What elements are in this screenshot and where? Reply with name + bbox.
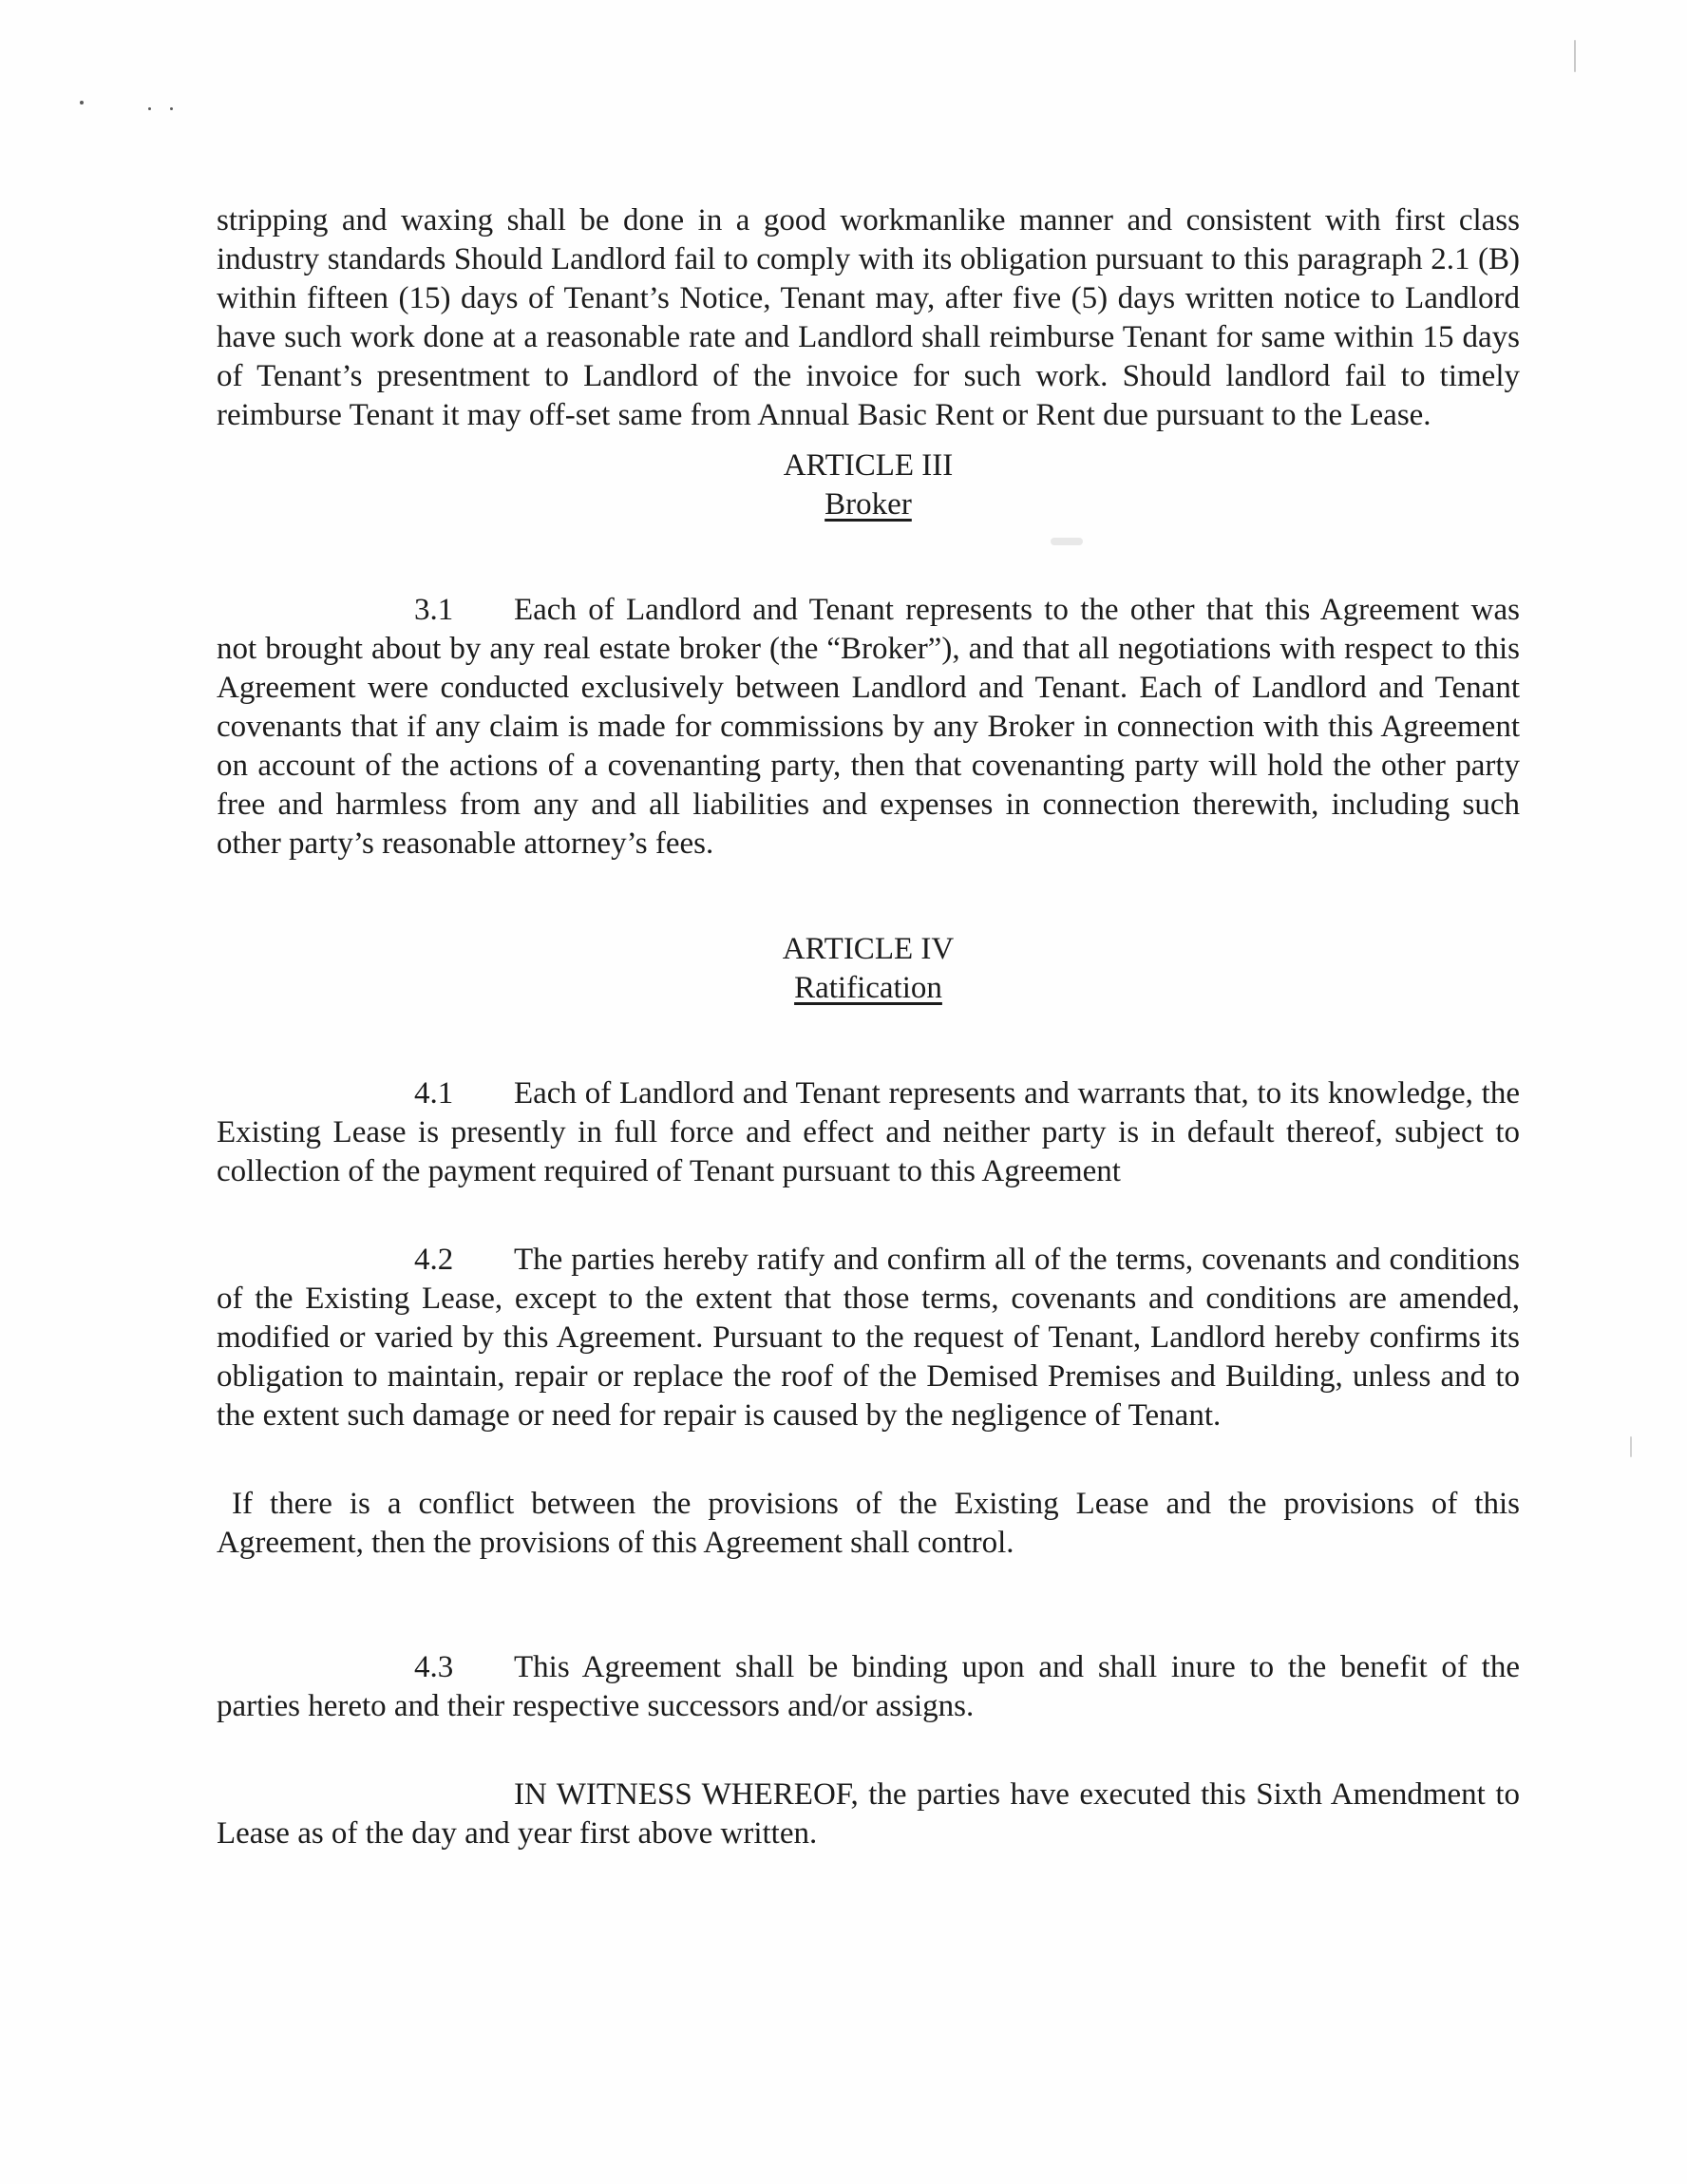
article-3-subtitle: Broker	[825, 487, 912, 522]
document-body	[217, 201, 1520, 1853]
section-4-1	[217, 1074, 1520, 1191]
article-4-heading	[217, 930, 1520, 1008]
paragraph-continuation: stripping and waxing shall be done in a good workmanlike manner and consistent with first class industry standards Should Landlord fail to comply with its obligation pursuant to this paragraph 2.1 (B) within fifteen (15) days of Tenant’s Notice, Tenant may, after five (5) days written notice to Landlord have such work done at a reasonable rate and Landlord shall reimburse Tenant for same within 15 days of Tenant’s presentment to Landlord of the invoice for such work. Should landlord fail to timely reimburse Tenant it may off-set same from Annual Basic Rent or Rent due pursuant to the Lease.	[217, 203, 1520, 432]
section-text: Each of Landlord and Tenant represents and warrants that, to its knowledge, the Existing Lease is presently in full force and effect and neither party is in default thereof, subject to collection of the payment required of Tenant pursuant to this Agreement	[217, 1076, 1520, 1188]
section-3-1	[217, 591, 1520, 864]
paragraph-conflict: If there is a conflict between the provisions of the Existing Lease and the provisions of this Agreement, then the provisions of this Agreement shall control.	[217, 1487, 1520, 1560]
article-4-title: ARTICLE IV	[782, 932, 955, 966]
scan-artifact-dot	[148, 107, 151, 110]
scan-artifact-dot	[170, 107, 173, 110]
section-number: 4.1	[414, 1076, 454, 1111]
article-3-title: ARTICLE III	[783, 448, 954, 483]
article-3-heading	[217, 446, 1520, 524]
witness-text: IN WITNESS WHEREOF, the parties have executed this Sixth Amendment to Lease as of the day and year first above written.	[217, 1777, 1520, 1851]
section-4-3	[217, 1648, 1520, 1726]
section-number: 4.3	[414, 1650, 454, 1684]
article-4-subtitle: Ratification	[794, 971, 942, 1005]
section-text: The parties hereby ratify and confirm all of the terms, covenants and conditions of the Existing Lease, except to the extent that those terms, covenants and conditions are amended, modified or varied by this Agreement. Pursuant to the request of Tenant, Landlord hereby confirms its obligation to maintain, repair or replace the roof of the Demised Premises and Building, unless and to the extent such damage or need for repair is caused by the negligence of Tenant.	[217, 1243, 1520, 1433]
scan-artifact-tick	[1630, 1436, 1632, 1457]
section-text: This Agreement shall be binding upon and shall inure to the benefit of the parties hereto and their respective successors and/or assigns.	[217, 1650, 1520, 1723]
scan-artifact-dot	[80, 101, 84, 104]
section-text: Each of Landlord and Tenant represents to the other that this Agreement was not brought about by any real estate broker (the “Broker”), and that all negotiations with respect to this Agreement were conducted exclusively between Landlord and Tenant. Each of Landlord and Tenant covenants that if any claim is made for commissions by any Broker in connection with this Agreement on account of the actions of a covenanting party, then that covenanting party will hold the other party free and harmless from any and all liabilities and expenses in connection therewith, including such other party’s reasonable attorney’s fees.	[217, 593, 1520, 861]
section-4-2	[217, 1241, 1520, 1435]
paragraph-witness	[217, 1776, 1520, 1853]
section-number: 3.1	[414, 593, 454, 627]
section-number: 4.2	[414, 1243, 454, 1277]
scan-artifact-tick	[1574, 40, 1576, 72]
